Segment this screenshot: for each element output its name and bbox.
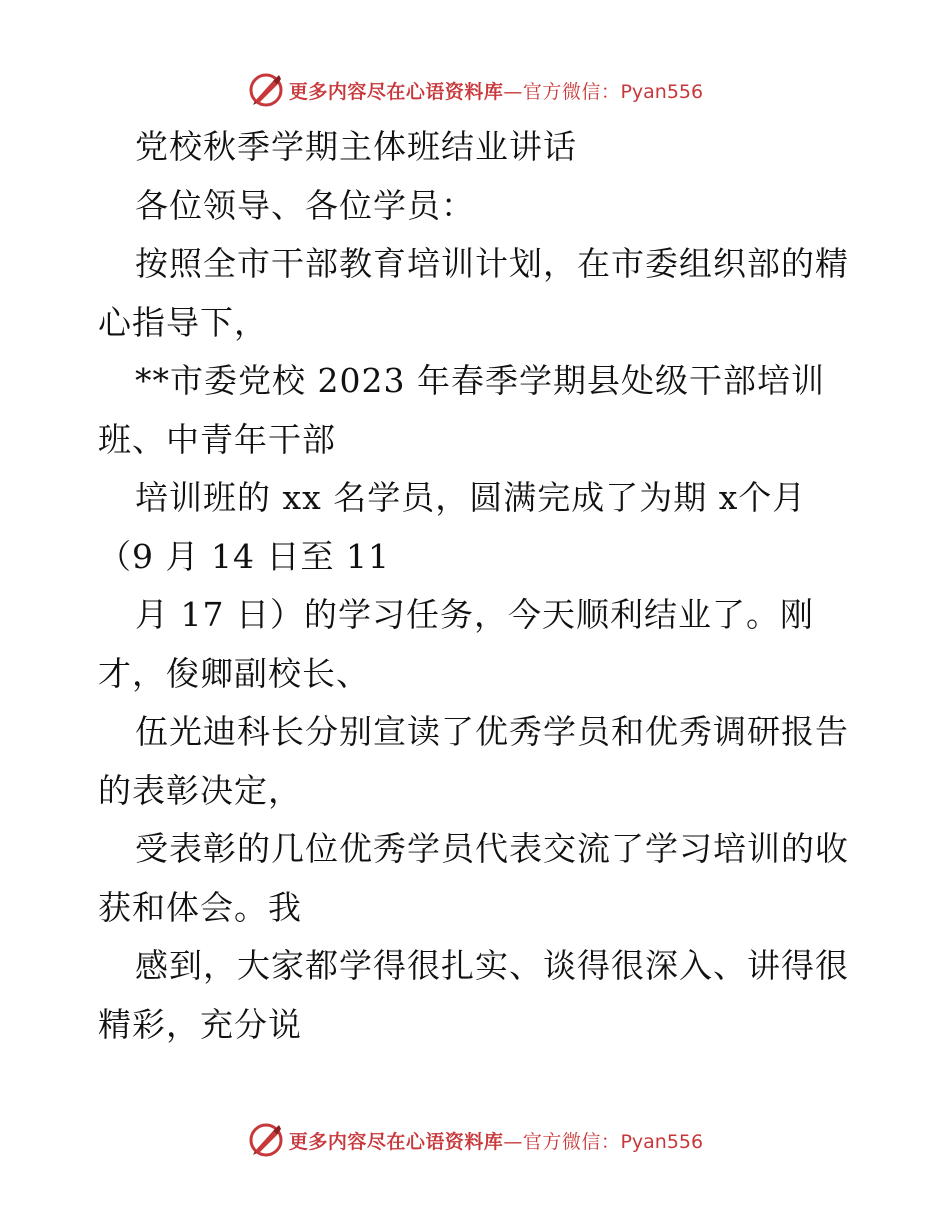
watermark-wechat-id: Pyan556 [620,80,704,103]
paragraph-line: **市委党校 2023 年春季学期县处级干部培训 [135,361,825,400]
paragraph-line: 按照全市干部教育培训计划，在市委组织部的精 [135,244,849,283]
watermark-sub: 官方微信： [522,1130,621,1153]
paragraph-line: 获和体会。我 [98,887,302,927]
watermark-sub: 官方微信： [522,80,621,103]
document-body [98,118,858,1054]
feather-pen-logo-icon [247,1121,285,1159]
paragraph-line: 才，俊卿副校长、 [98,653,370,693]
salutation: 各位领导、各位学员： [135,185,475,225]
paragraph-line: 受表彰的几位优秀学员代表交流了学习培训的收 [135,829,849,868]
watermark-text [289,77,703,104]
watermark-brand: 更多内容尽在心语资料库 [288,1130,504,1153]
paragraph-line: 伍光迪科长分别宣读了优秀学员和优秀调研报告 [135,712,849,751]
watermark-dash: — [503,80,523,103]
paragraph-line: 的表彰决定， [98,770,302,810]
watermark-dash: — [503,1130,523,1153]
feather-pen-logo-icon [247,71,285,109]
paragraph-line: 月 17 日）的学习任务，今天顺利结业了。刚 [135,595,814,634]
paragraph-line: 班、中青年干部 [98,419,336,459]
watermark-brand: 更多内容尽在心语资料库 [288,80,504,103]
footer-watermark [0,1118,950,1162]
paragraph-line: 心指导下， [98,302,268,342]
paragraph-line: （9 月 14 日至 11 [98,536,390,576]
paragraph-line: 培训班的 xx 名学员，圆满完成了为期 x个月 [135,478,807,517]
document-title: 党校秋季学期主体班结业讲话 [135,127,577,166]
watermark-wechat-id: Pyan556 [620,1130,704,1153]
paragraph-line: 精彩，充分说 [98,1004,302,1044]
header-watermark [0,68,950,112]
watermark-text [289,1127,703,1154]
paragraph-line: 感到，大家都学得很扎实、谈得很深入、讲得很 [135,946,849,985]
